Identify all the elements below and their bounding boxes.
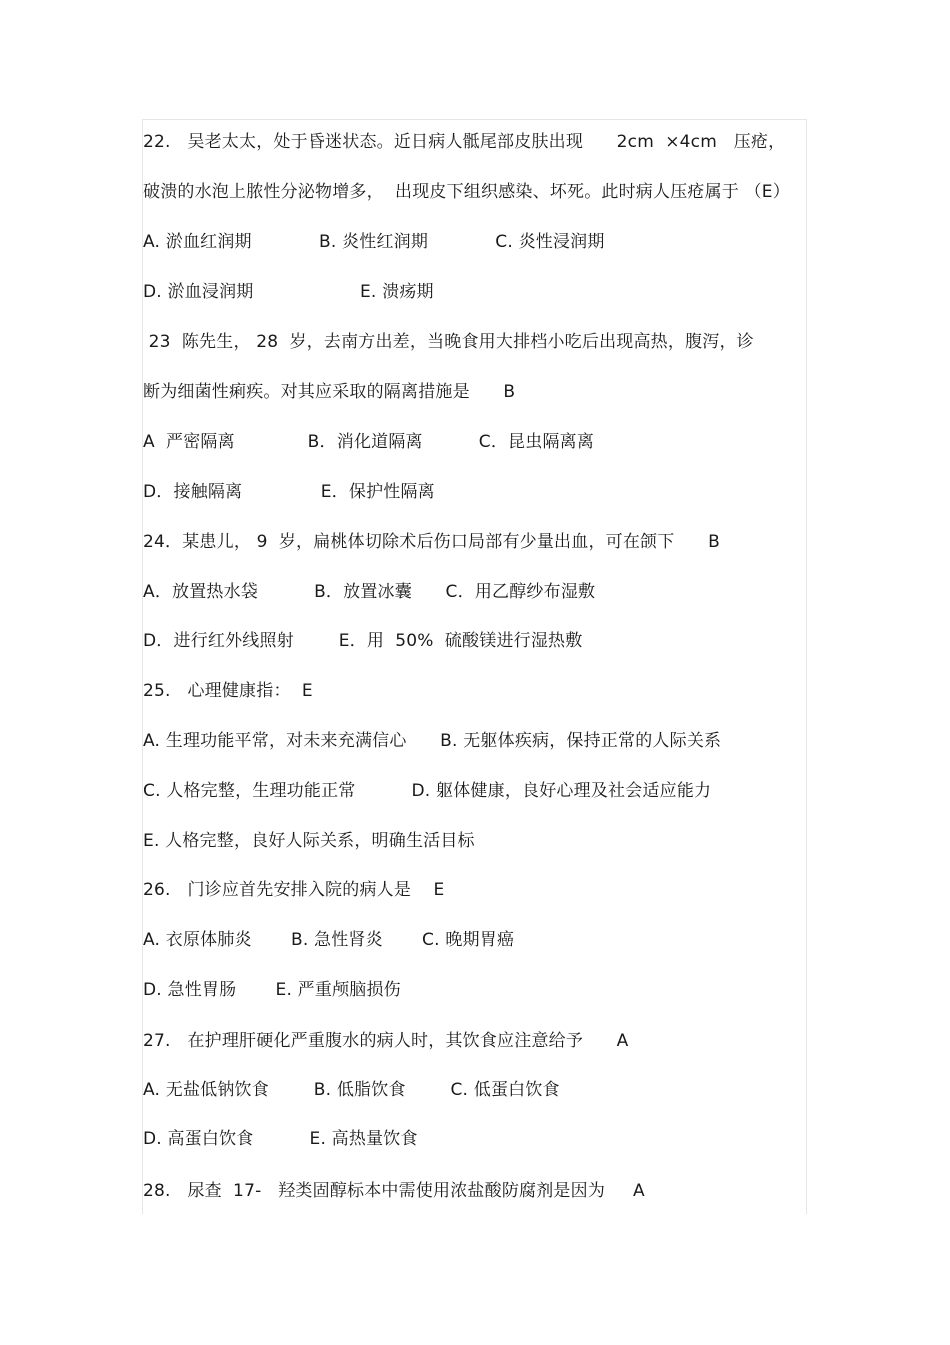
question-23-options-1: A 严密隔离 B．消化道隔离 C．昆虫隔离离 bbox=[143, 432, 595, 452]
question-22-options-2: D. 淤血浸润期 E. 溃疡期 bbox=[143, 282, 434, 302]
question-25-options-3: E. 人格完整，良好人际关系，明确生活目标 bbox=[143, 831, 475, 851]
question-23-line-2: 断为细菌性痢疾。对其应采取的隔离措施是 B bbox=[143, 382, 516, 402]
question-26-options-1: A. 衣原体肺炎 B. 急性肾炎 C. 晚期胃癌 bbox=[143, 930, 515, 950]
question-28-line: 28. 尿查 17- 羟类固醇标本中需使用浓盐酸防腐剂是因为 A bbox=[143, 1181, 645, 1201]
question-23-line-1: 23 陈先生， 28 岁，去南方出差，当晚食用大排档小吃后出现高热，腹泻，诊 bbox=[143, 332, 754, 352]
question-22-line-1: 22. 吴老太太，处于昏迷状态。近日病人骶尾部皮肤出现 2cm ×4cm 压疮， bbox=[143, 132, 786, 152]
question-24-line: 24．某患儿， 9 岁，扁桃体切除术后伤口局部有少量出血，可在颌下 B bbox=[143, 532, 720, 552]
question-22-line-2: 破溃的水泡上脓性分泌物增多， 出现皮下组织感染、坏死。此时病人压疮属于 （E） bbox=[143, 182, 790, 202]
question-25-line: 25. 心理健康指： E bbox=[143, 681, 313, 701]
question-27-options-1: A. 无盐低钠饮食 B. 低脂饮食 C. 低蛋白饮食 bbox=[143, 1080, 560, 1100]
question-25-options-1: A. 生理功能平常，对未来充满信心 B. 无躯体疾病，保持正常的人际关系 bbox=[143, 731, 722, 751]
question-22-options-1: A. 淤血红润期 B. 炎性红润期 C. 炎性浸润期 bbox=[143, 232, 605, 252]
question-27-line: 27. 在护理肝硬化严重腹水的病人时，其饮食应注意给予 A bbox=[143, 1031, 629, 1051]
question-26-options-2: D. 急性胃肠 E. 严重颅脑损伤 bbox=[143, 980, 401, 1000]
question-27-options-2: D. 高蛋白饮食 E. 高热量饮食 bbox=[143, 1129, 418, 1149]
question-24-options-1: A．放置热水袋 B．放置冰囊 C．用乙醇纱布湿敷 bbox=[143, 582, 596, 602]
question-25-options-2: C. 人格完整，生理功能正常 D. 躯体健康，良好心理及社会适应能力 bbox=[143, 781, 712, 801]
question-26-line: 26. 门诊应首先安排入院的病人是 E bbox=[143, 880, 445, 900]
question-24-options-2: D．进行红外线照射 E．用 50% 硫酸镁进行湿热敷 bbox=[143, 631, 583, 651]
question-23-options-2: D．接触隔离 E．保护性隔离 bbox=[143, 482, 435, 502]
